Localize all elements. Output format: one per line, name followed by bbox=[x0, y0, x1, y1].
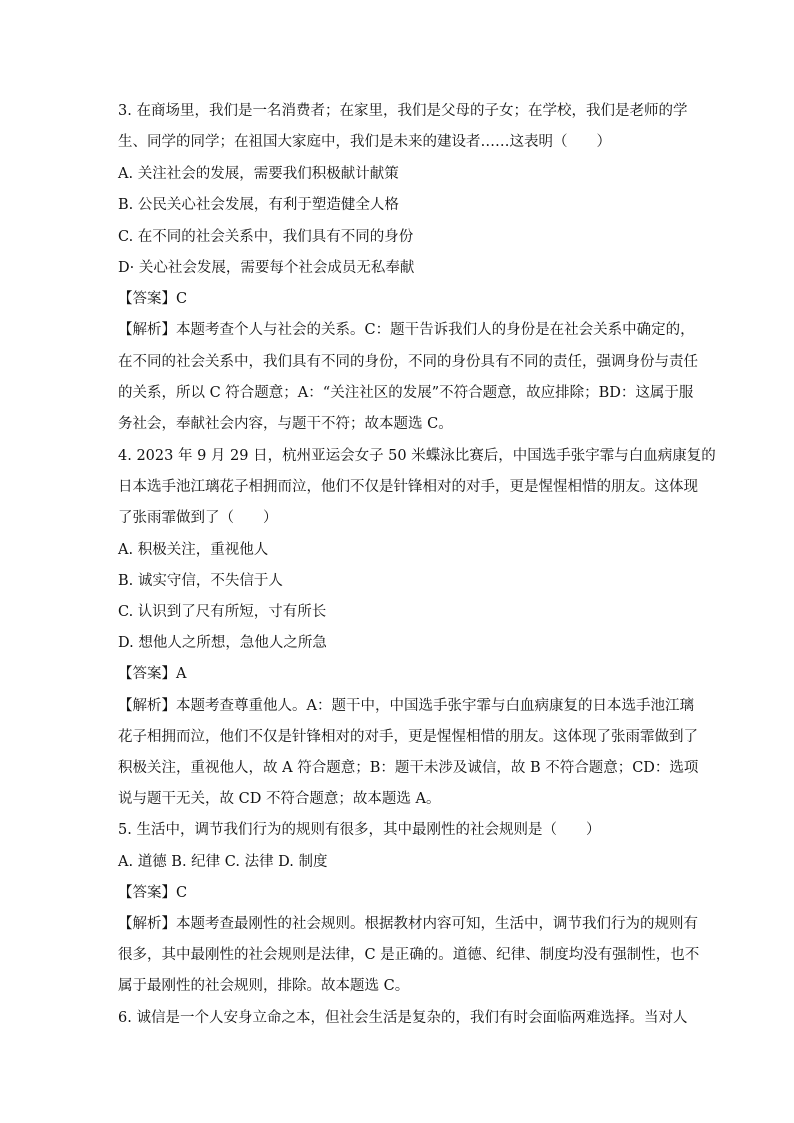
question-3-analysis-line-1: 【解析】本题考查个人与社会的关系。C：题干告诉我们人的身份是在社会关系中确定的， bbox=[118, 322, 695, 338]
question-4-answer: 【答案】A bbox=[118, 666, 187, 682]
question-3-option-c: C. 在不同的社会关系中，我们具有不同的身份 bbox=[118, 229, 414, 245]
question-3-analysis-line-2: 在不同的社会关系中，我们具有不同的身份，不同的身份具有不同的责任，强调身份与责任 bbox=[118, 354, 698, 370]
question-3-analysis-line-3: 的关系，所以 C 符合题意；A：“关注社区的发展”不符合题意，故应排除；BD：这属于服 bbox=[118, 385, 694, 401]
question-4-option-c: C. 认识到了尺有所短，寸有所长 bbox=[118, 604, 327, 620]
question-3-answer: 【答案】C bbox=[118, 291, 188, 307]
question-4-stem-line-3: 了张雨霏做到了（ ） bbox=[118, 510, 278, 526]
question-3-stem-line-1: 3. 在商场里，我们是一名消费者；在家里，我们是父母的子女；在学校，我们是老师的学 bbox=[118, 103, 688, 119]
question-4-analysis-line-3: 积极关注，重视他人，故 A 符合题意；B：题干未涉及诚信，故 B 不符合题意；CD：选项 bbox=[118, 760, 699, 776]
question-6-stem-line-1: 6. 诚信是一个人安身立命之本，但社会生活是复杂的，我们有时会面临两难选择。当对人 bbox=[118, 1010, 688, 1026]
question-4-stem-line-1: 4. 2023 年 9 月 29 日，杭州亚运会女子 50 米蝶泳比赛后，中国选手张宇霏与白血病康复的 bbox=[118, 448, 716, 464]
question-4-option-a: A. 积极关注，重视他人 bbox=[118, 542, 269, 558]
question-5-answer: 【答案】C bbox=[118, 885, 188, 901]
question-5-stem-line-1: 5. 生活中，调节我们行为的规则有很多，其中最刚性的社会规则是（ ） bbox=[118, 822, 601, 838]
question-3-analysis-line-4: 务社会，奉献社会内容，与题干不符；故本题选 C。 bbox=[118, 416, 453, 432]
question-4-analysis-line-1: 【解析】本题考查尊重他人。A：题干中，中国选手张宇霏与白血病康复的日本选手池江璃 bbox=[118, 698, 694, 714]
question-4-option-b: B. 诚实守信，不失信于人 bbox=[118, 573, 283, 589]
question-3-stem-line-2: 生、同学的同学；在祖国大家庭中，我们是未来的建设者……这表明（ ） bbox=[118, 134, 611, 150]
question-4-option-d: D. 想他人之所想，急他人之所急 bbox=[118, 635, 327, 651]
question-5-analysis-line-1: 【解析】本题考查最刚性的社会规则。根据教材内容可知，生活中，调节我们行为的规则有 bbox=[118, 916, 698, 932]
question-3-option-d: D· 关心社会发展，需要每个社会成员无私奉献 bbox=[118, 260, 415, 276]
question-4-analysis-line-2: 花子相拥而泣，他们不仅是针锋相对的对手，更是惺惺相惜的朋友。这体现了张雨霏做到了 bbox=[118, 729, 698, 745]
question-4-analysis-line-4: 说与题干无关，故 CD 不符合题意；故本题选 A。 bbox=[118, 791, 441, 807]
question-5-options: A. 道德 B. 纪律 C. 法律 D. 制度 bbox=[118, 854, 328, 870]
question-4-stem-line-2: 日本选手池江璃花子相拥而泣，他们不仅是针锋相对的对手，更是惺惺相惜的朋友。这体现 bbox=[118, 479, 698, 495]
question-5-analysis-line-2: 很多，其中最刚性的社会规则是法律，C 是正确的。道德、纪律、制度均没有强制性，也不 bbox=[118, 947, 700, 963]
question-5-analysis-line-3: 属于最刚性的社会规则，排除。故本题选 C。 bbox=[118, 978, 410, 994]
question-3-option-b: B. 公民关心社会发展，有利于塑造健全人格 bbox=[118, 197, 399, 213]
question-3-option-a: A. 关注社会的发展，需要我们积极献计献策 bbox=[118, 166, 399, 182]
